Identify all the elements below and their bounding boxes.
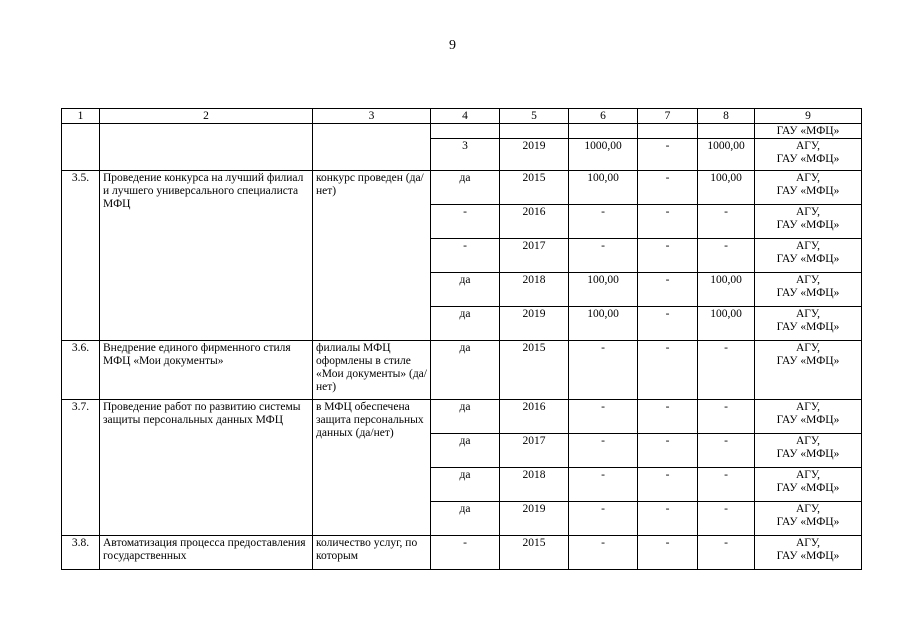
cell-value-8: 1000,00	[698, 139, 755, 171]
cell-value-6: -	[569, 341, 638, 400]
cell-value-7: -	[638, 273, 698, 307]
table-row	[62, 341, 862, 400]
cell-value-6: -	[569, 468, 638, 502]
cell-value-4	[431, 124, 500, 139]
cell-value-8: 100,00	[698, 171, 755, 205]
cell-value-6: 1000,00	[569, 139, 638, 171]
section-number: 3.5.	[62, 171, 100, 341]
cell-year: 2015	[500, 171, 569, 205]
continuation-cell	[62, 124, 100, 171]
cell-value-6: -	[569, 434, 638, 468]
cell-value-8: 100,00	[698, 307, 755, 341]
cell-year: 2019	[500, 139, 569, 171]
cell-value-4: да	[431, 273, 500, 307]
cell-value-8: -	[698, 205, 755, 239]
cell-executor: АГУ, ГАУ «МФЦ»	[755, 468, 862, 502]
cell-value-8: -	[698, 400, 755, 434]
cell-executor: АГУ, ГАУ «МФЦ»	[755, 171, 862, 205]
cell-executor: АГУ, ГАУ «МФЦ»	[755, 536, 862, 570]
cell-value-7: -	[638, 400, 698, 434]
cell-value-7: -	[638, 307, 698, 341]
cell-year: 2015	[500, 341, 569, 400]
cell-value-6: -	[569, 536, 638, 570]
cell-executor: ГАУ «МФЦ»	[755, 124, 862, 139]
cell-value-8: 100,00	[698, 273, 755, 307]
header-row	[62, 109, 862, 124]
table-row	[62, 124, 862, 139]
cell-year: 2017	[500, 434, 569, 468]
cell-year: 2015	[500, 536, 569, 570]
column-header: 1	[62, 109, 100, 124]
section-indicator: конкурс проведен (да/нет)	[313, 171, 431, 341]
column-header: 6	[569, 109, 638, 124]
section-name: Автоматизация процесса предоставления государственных	[100, 536, 313, 570]
section-name: Проведение конкурса на лучший филиал и лучшего универсального специалиста МФЦ	[100, 171, 313, 341]
cell-value-7: -	[638, 434, 698, 468]
table-row	[62, 400, 862, 434]
cell-year: 2018	[500, 468, 569, 502]
cell-value-4: да	[431, 307, 500, 341]
cell-value-8: -	[698, 239, 755, 273]
cell-value-8: -	[698, 434, 755, 468]
cell-executor: АГУ, ГАУ «МФЦ»	[755, 205, 862, 239]
cell-value-4: да	[431, 502, 500, 536]
cell-year: 2019	[500, 307, 569, 341]
column-header: 3	[313, 109, 431, 124]
cell-value-4: 3	[431, 139, 500, 171]
cell-year: 2016	[500, 400, 569, 434]
cell-value-4: да	[431, 341, 500, 400]
cell-value-7: -	[638, 502, 698, 536]
cell-value-7	[638, 124, 698, 139]
cell-value-6: 100,00	[569, 307, 638, 341]
cell-value-8: -	[698, 468, 755, 502]
cell-value-6: -	[569, 205, 638, 239]
cell-executor: АГУ, ГАУ «МФЦ»	[755, 434, 862, 468]
section-indicator: в МФЦ обеспечена защита персональных данных (да/нет)	[313, 400, 431, 536]
cell-value-7: -	[638, 171, 698, 205]
cell-value-6: -	[569, 239, 638, 273]
column-header: 5	[500, 109, 569, 124]
program-table	[61, 108, 862, 570]
cell-value-4: да	[431, 468, 500, 502]
table-row	[62, 171, 862, 205]
cell-year: 2019	[500, 502, 569, 536]
cell-value-7: -	[638, 341, 698, 400]
page-number: 9	[449, 38, 456, 53]
cell-value-4: -	[431, 536, 500, 570]
cell-value-4: да	[431, 400, 500, 434]
cell-executor: АГУ, ГАУ «МФЦ»	[755, 341, 862, 400]
section-indicator: филиалы МФЦ оформлены в стиле «Мои документы» (да/нет)	[313, 341, 431, 400]
cell-value-6: 100,00	[569, 171, 638, 205]
cell-value-6: -	[569, 400, 638, 434]
cell-value-4: -	[431, 205, 500, 239]
cell-executor: АГУ, ГАУ «МФЦ»	[755, 502, 862, 536]
column-header: 9	[755, 109, 862, 124]
cell-year: 2018	[500, 273, 569, 307]
cell-executor: АГУ, ГАУ «МФЦ»	[755, 273, 862, 307]
section-indicator: количество услуг, по которым	[313, 536, 431, 570]
cell-executor: АГУ, ГАУ «МФЦ»	[755, 139, 862, 171]
cell-value-4: да	[431, 434, 500, 468]
cell-executor: АГУ, ГАУ «МФЦ»	[755, 239, 862, 273]
column-header: 7	[638, 109, 698, 124]
cell-value-6: 100,00	[569, 273, 638, 307]
section-name: Проведение работ по развитию системы защиты персональных данных МФЦ	[100, 400, 313, 536]
cell-value-8: -	[698, 341, 755, 400]
column-header: 8	[698, 109, 755, 124]
cell-value-7: -	[638, 139, 698, 171]
section-number: 3.8.	[62, 536, 100, 570]
section-number: 3.6.	[62, 341, 100, 400]
cell-executor: АГУ, ГАУ «МФЦ»	[755, 400, 862, 434]
cell-value-6: -	[569, 502, 638, 536]
cell-year	[500, 124, 569, 139]
cell-value-8: -	[698, 502, 755, 536]
cell-year: 2017	[500, 239, 569, 273]
cell-value-7: -	[638, 239, 698, 273]
cell-value-4: да	[431, 171, 500, 205]
cell-value-6	[569, 124, 638, 139]
continuation-cell	[100, 124, 313, 171]
cell-value-8: -	[698, 536, 755, 570]
continuation-cell	[313, 124, 431, 171]
table-row	[62, 536, 862, 570]
cell-value-7: -	[638, 205, 698, 239]
cell-executor: АГУ, ГАУ «МФЦ»	[755, 307, 862, 341]
column-header: 4	[431, 109, 500, 124]
cell-value-8	[698, 124, 755, 139]
cell-value-7: -	[638, 468, 698, 502]
cell-year: 2016	[500, 205, 569, 239]
column-header: 2	[100, 109, 313, 124]
cell-value-4: -	[431, 239, 500, 273]
cell-value-7: -	[638, 536, 698, 570]
section-name: Внедрение единого фирменного стиля МФЦ «Мои документы»	[100, 341, 313, 400]
section-number: 3.7.	[62, 400, 100, 536]
